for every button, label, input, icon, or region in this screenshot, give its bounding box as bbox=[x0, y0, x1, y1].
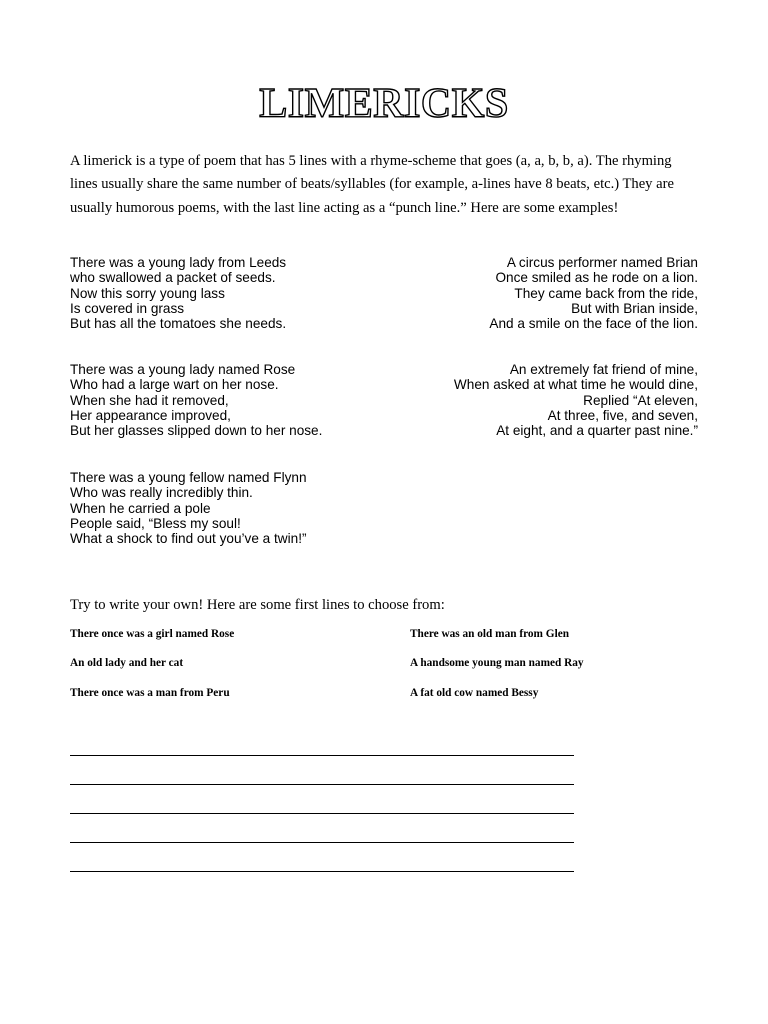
writing-line bbox=[70, 755, 574, 756]
poem-line: Her appearance improved, bbox=[70, 407, 231, 423]
writing-prompt: Try to write your own! Here are some first lines to choose from: bbox=[70, 597, 445, 613]
poem-line: People said, “Bless my soul! bbox=[70, 515, 241, 531]
poem-line: An extremely fat friend of mine, bbox=[509, 362, 698, 377]
intro-paragraph: A limerick is a type of poem that has 5 lines with a rhyme-scheme that goes (a, a, b, b, a). The rhyming lines usually share the same number of beats/syllables (for example, a-lines have 8 beats, etc.) They are usually humorous poems, with the last line acting as a “punch line.” Here are some examples! bbox=[70, 153, 674, 216]
poem-line: And a smile on the face of the lion. bbox=[489, 316, 698, 332]
poem-line: At eight, and a quarter past nine.” bbox=[496, 423, 698, 439]
poem-line: When he carried a pole bbox=[70, 500, 211, 516]
poem-line: Once smiled as he rode on a lion. bbox=[495, 270, 698, 286]
poem-line: Replied “At eleven, bbox=[583, 392, 698, 408]
writing-line bbox=[70, 871, 574, 872]
poem-line: There was a young lady named Rose bbox=[70, 362, 296, 377]
first-line-option: A handsome young man named Ray bbox=[410, 657, 584, 669]
limerick-brian bbox=[378, 255, 698, 331]
poem-line: But with Brian inside, bbox=[571, 300, 698, 316]
limerick-fat-friend bbox=[378, 362, 698, 438]
writing-line bbox=[70, 784, 574, 785]
poem-line: There was a young lady from Leeds bbox=[70, 255, 287, 270]
first-line-option: There once was a man from Peru bbox=[70, 687, 230, 699]
first-line-option: There was an old man from Glen bbox=[410, 628, 570, 640]
poem-line: When she had it removed, bbox=[70, 392, 229, 408]
poem-line: But her glasses slipped down to her nose. bbox=[70, 423, 323, 439]
writing-line bbox=[70, 842, 574, 843]
poem-line: who swallowed a packet of seeds. bbox=[70, 270, 276, 286]
poem-line: Is covered in grass bbox=[70, 300, 185, 316]
first-line-option: A fat old cow named Bessy bbox=[410, 687, 539, 699]
poem-line: A circus performer named Brian bbox=[506, 255, 698, 270]
page-title: LIMERICKS bbox=[259, 81, 509, 127]
writing-line bbox=[70, 813, 574, 814]
poem-line: Now this sorry young lass bbox=[70, 285, 225, 301]
limerick-leeds bbox=[70, 255, 390, 331]
poem-line: What a shock to find out you’ve a twin!” bbox=[70, 531, 307, 547]
poem-line: When asked at what time he would dine, bbox=[453, 377, 698, 393]
poem-line: But has all the tomatoes she needs. bbox=[70, 316, 287, 332]
poem-line: They came back from the ride, bbox=[514, 285, 698, 301]
first-line-option: There once was a girl named Rose bbox=[70, 628, 235, 640]
limerick-rose bbox=[70, 362, 390, 438]
poem-line: Who had a large wart on her nose. bbox=[70, 377, 279, 393]
first-line-option: An old lady and her cat bbox=[70, 657, 184, 669]
poem-line: There was a young fellow named Flynn bbox=[70, 470, 307, 485]
limerick-flynn bbox=[70, 470, 390, 546]
poem-line: Who was really incredibly thin. bbox=[70, 485, 253, 501]
poem-line: At three, five, and seven, bbox=[547, 407, 698, 423]
